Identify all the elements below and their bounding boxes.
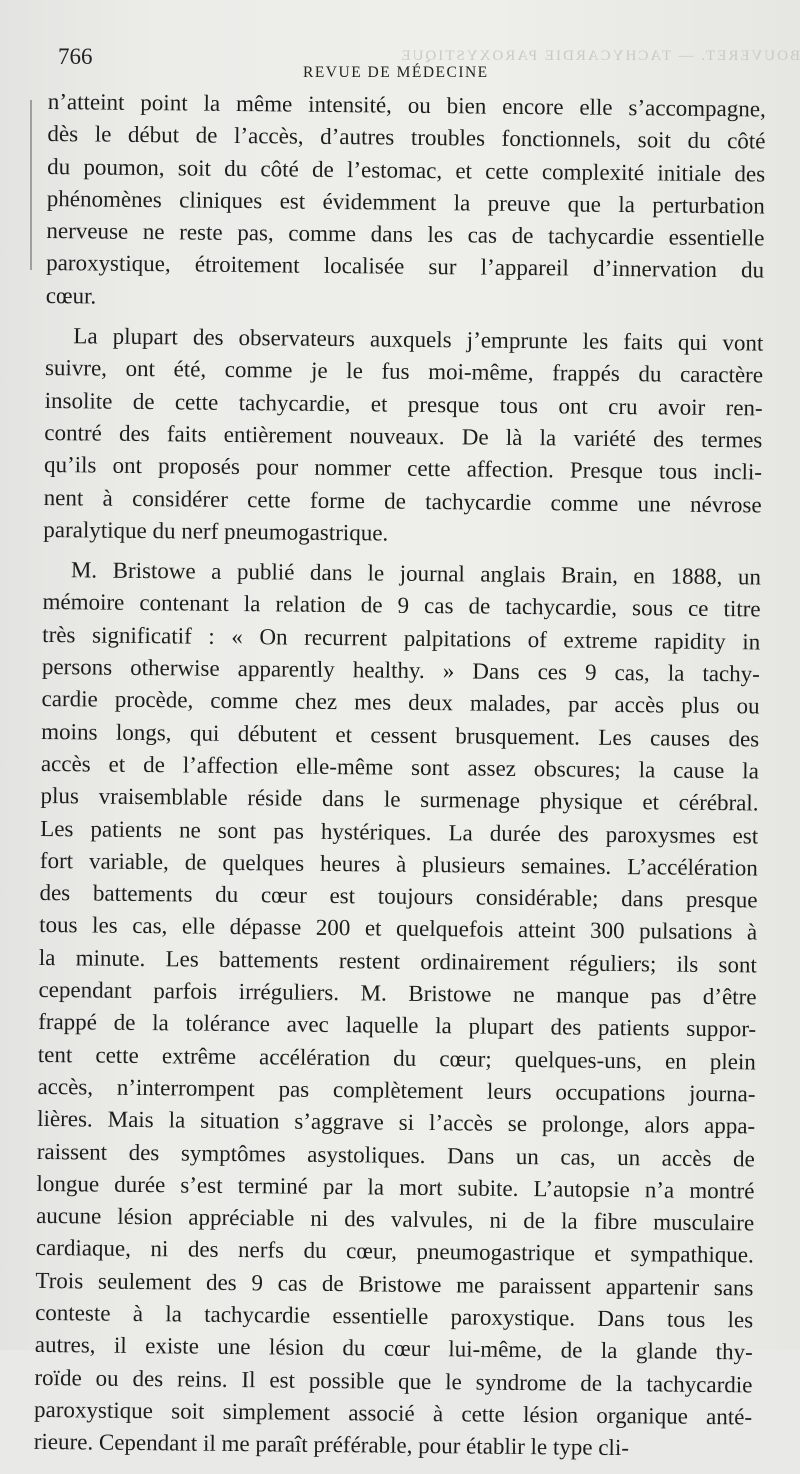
text-line: tent cette extrême accélération du cœur; quelques-uns, en plein [37,1041,756,1075]
text-line: Les patients ne sont pas hystériques. La durée des paroxysmes est [40,815,759,849]
text-line: accès, n’interrompent pas complètement leurs occupations journa- [37,1073,756,1107]
text-line: conteste à la tachycardie essentielle paroxystique. Dans tous les [35,1299,754,1333]
running-title: REVUE DE MÉDECINE [303,64,489,81]
text-line: contré des faits entièrement nouveaux. De là la variété des termes [44,419,763,453]
text-line: tous les cas, elle dépasse 200 et quelquefois atteint 300 pulsations à [39,912,758,945]
text-line: très significatif : « On recurrent palpitations of extreme rapidity in [42,621,761,655]
text-line: cardie procède, comme chez mes deux malades, par accès plus ou [41,686,760,719]
text-line: du poumon, soit du côté de l’estomac, et cette complexité initiale des [47,153,766,187]
paragraph [34,554,761,1466]
text-line: fort variable, de quelques heures à plusieurs semaines. L’accélération [39,847,758,881]
text-line: persons otherwise apparently healthy. » Dans ces 9 cas, la tachy- [41,654,761,687]
body-text [34,86,766,1474]
text-line: paroxystique, étroitement localisée sur l’appareil d’innervation du [46,250,765,283]
text-line: nent à considérer cette forme de tachycardie comme une névrose [43,484,762,518]
text-line: accès et de l’affection elle-même sont assez obscures; la cause la [40,750,759,784]
text-line: frappé de la tolérance avec laquelle la plupart des patients suppor- [38,1009,757,1042]
text-line: n’atteint point la même intensité, ou bien encore elle s’accompagne, [47,88,766,122]
text-line: rieure. Cependant il me paraît préférable, pour établir le type cli- [33,1429,630,1461]
text-line: moins longs, qui débutent et cessent brusquement. Les causes des [41,718,760,752]
text-line: plus vraisemblable réside dans le surmenage physique et cérébral. [40,783,759,816]
text-line: autres, il existe une lésion du cœur lui-même, de la glande thy- [34,1332,753,1365]
text-line: nerveuse ne reste pas, comme dans les cas de tachycardie essentielle [46,218,765,251]
paragraph [43,320,763,554]
text-line: insolite de cette tachycardie, et presque tous ont cru avoir ren- [44,387,763,421]
text-line: qu’ils ont proposés pour nommer cette affection. Presque tous incli- [43,452,763,485]
text-line: lières. Mais la situation s’aggrave si l’accès se prolonge, alors appa- [37,1106,756,1139]
text-line: mémoire contenant la relation de 9 cas de tachycardie, sous ce titre [42,589,761,622]
paragraph [46,86,766,320]
text-line: dès le début de l’accès, d’autres troubles fonctionnels, soit du côté [47,121,766,154]
text-line: aucune lésion appréciable ni des valvules, ni de la fibre musculaire [36,1203,755,1236]
page-number: 766 [58,44,93,69]
text-line: paroxystique soit simplement associé à cette lésion organique anté- [34,1396,753,1430]
text-line: cœur. [45,282,97,309]
text-line: phénomènes cliniques est évidemment la preuve que la perturbation [46,185,765,219]
text-line: des battements du cœur est toujours considérable; dans presque [39,880,758,913]
text-line: cependant parfois irréguliers. M. Bristowe ne manque pas d’être [38,976,757,1010]
text-line: roïde ou des reins. Il est possible que le syndrome de la tachycardie [34,1364,753,1398]
text-line: paralytique du nerf pneumogastrique. [43,516,389,546]
text-line: Trois seulement des 9 cas de Bristowe me paraissent appartenir sans [35,1267,754,1301]
text-line: suivre, ont été, comme je le fus moi-même, frappés du caractère [44,355,764,388]
text-line: la minute. Les battements restent ordinairement réguliers; ils sont [38,944,757,978]
bleed-through-text: BOUVERET. — TACHYCARDIE PAROXYSTIQUE [399,48,800,64]
margin-pencil-mark [30,100,36,270]
page-header [58,44,760,84]
text-line: longue durée s’est terminé par la mort subite. L’autopsie n’a montré [36,1170,755,1204]
text-line: raissent des symptômes asystoliques. Dans un cas, un accès de [36,1138,755,1171]
text-line: La plupart des observateurs auxquels j’emprunte les faits qui vont [73,323,764,356]
text-line: cardiaque, ni des nerfs du cœur, pneumogastrique et sympathique. [35,1235,754,1268]
text-line: M. Bristowe a publié dans le journal anglais Brain, en 1888, un [70,557,762,590]
